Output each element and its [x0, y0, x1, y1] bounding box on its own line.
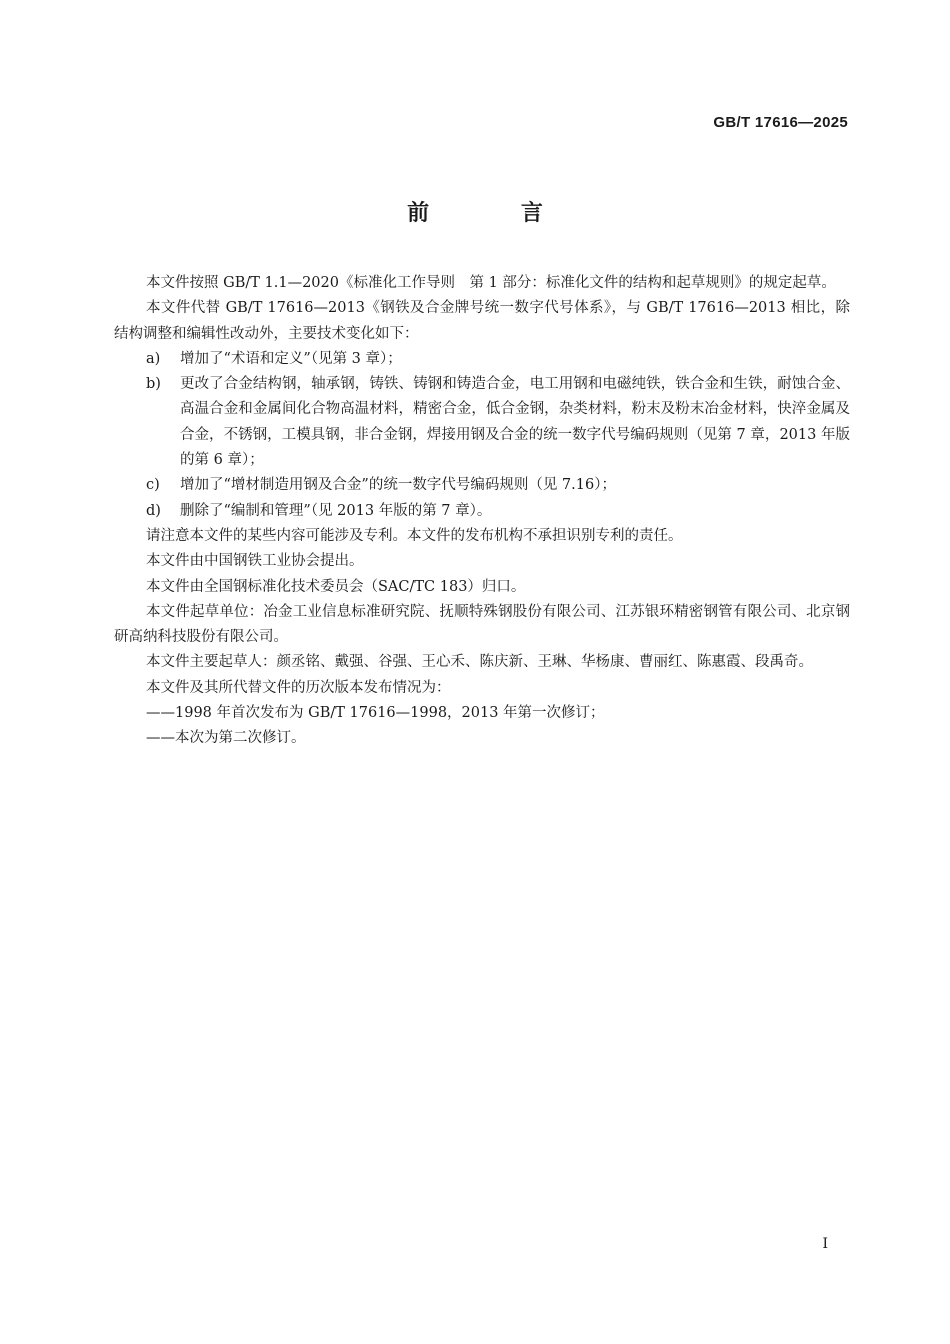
document-code: GB/T 17616—2025	[713, 114, 848, 131]
paragraph-replacement: 本文件代替 GB/T 17616—2013《钢铁及合金牌号统一数字代号体系》，与 GB/T 17616—2013 相比，除结构调整和编辑性改动外，主要技术变化如下：	[114, 300, 850, 342]
list-item-text: 增加了“增材制造用钢及合金”的统一数字代号编码规则（见 7.16）；	[180, 477, 616, 494]
list-item-label: b)	[146, 376, 161, 393]
list-item-text: 删除了“编制和管理”（见 2013 年版的第 7 章）。	[180, 502, 492, 519]
paragraph-patent: 请注意本文件的某些内容可能涉及专利。本文件的发布机构不承担识别专利的责任。	[146, 527, 683, 544]
history-item: ——1998 年首次发布为 GB/T 17616—1998，2013 年第一次修订；	[146, 705, 605, 722]
paragraph-drafters: 本文件主要起草人：颜丞铭、戴强、谷强、王心禾、陈庆新、王琳、华杨康、曹丽红、陈惠霞、段禹奇。	[146, 654, 813, 671]
list-item-label: c)	[146, 477, 160, 494]
list-item	[114, 473, 850, 498]
paragraph-history-intro: 本文件及其所代替文件的历次版本发布情况为：	[146, 679, 451, 696]
list-item-text: 更改了合金结构钢，轴承钢，铸铁、铸钢和铸造合金，电工用钢和电磁纯铁，铁合金和生铁，耐蚀合金、高温合金和金属间化合物高温材料，精密合金，低合金钢，杂类材料，粉末及粉末冶金材料，快淬金属及合金，不锈钢，工模具钢，非合金钢，焊接用钢及合金的统一数字代号编码规则（见第 7 章，2013 年版的第 6 章）；	[180, 376, 850, 469]
paragraph-drafting-units: 本文件起草单位：冶金工业信息标准研究院、抚顺特殊钢股份有限公司、江苏银环精密钢管有限公司、北京钢研高纳科技股份有限公司。	[114, 603, 850, 646]
list-item	[114, 499, 850, 524]
list-item-label: d)	[146, 502, 161, 519]
list-item-label: a)	[146, 350, 161, 367]
page-title: 前 言	[407, 201, 585, 226]
paragraph-drafting-rules: 本文件按照 GB/T 1.1—2020《标准化工作导则 第 1 部分：标准化文件的结构和起草规则》的规定起草。	[146, 275, 836, 291]
list-item	[114, 347, 850, 372]
history-item: ——本次为第二次修订。	[146, 730, 306, 747]
foreword-body	[114, 271, 850, 752]
list-item	[114, 372, 850, 473]
list-item-text: 增加了“术语和定义”（见第 3 章）；	[180, 350, 402, 367]
paragraph-proposer: 本文件由中国钢铁工业协会提出。	[146, 553, 364, 570]
page-number: I	[822, 1236, 828, 1252]
paragraph-centralized: 本文件由全国钢标准化技术委员会（SAC/TC 183）归口。	[146, 578, 526, 595]
